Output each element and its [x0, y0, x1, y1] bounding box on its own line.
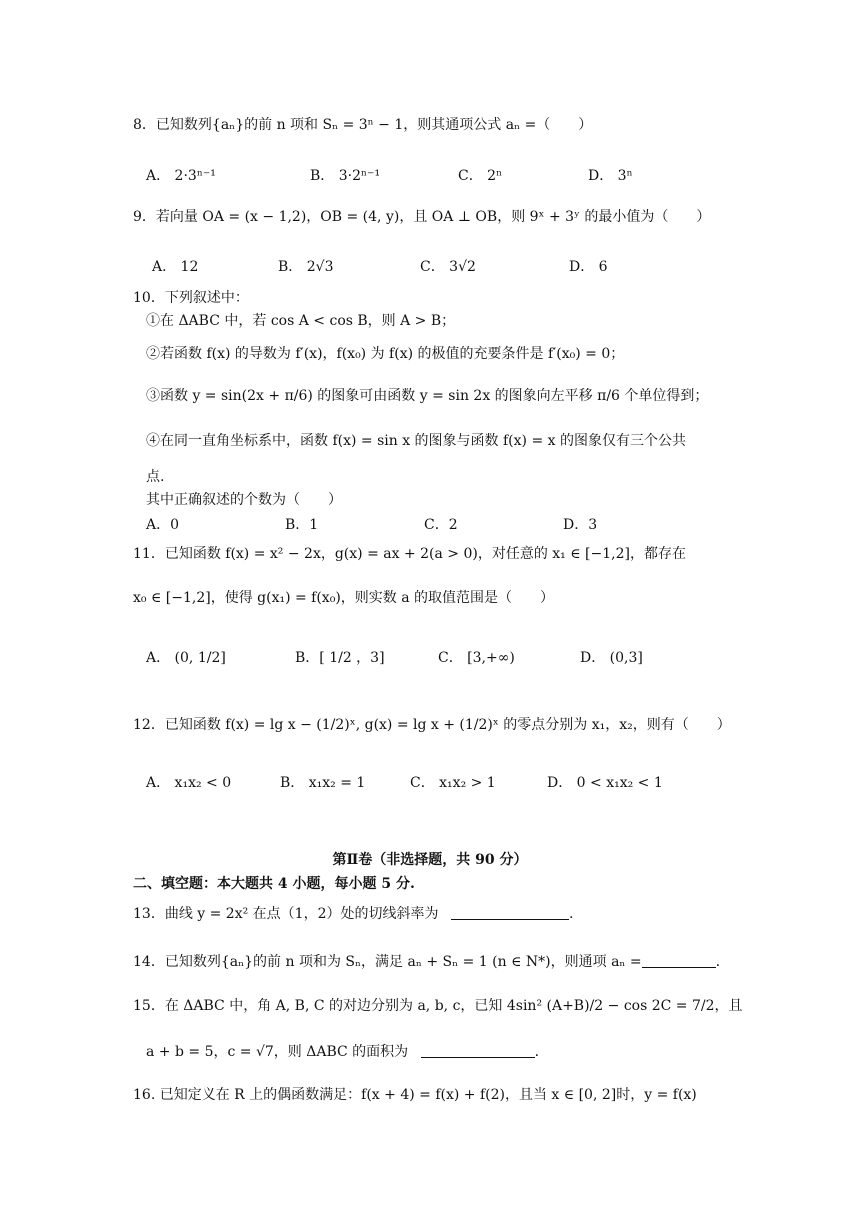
- q12-option-a: A． x₁x₂ < 0: [146, 775, 232, 791]
- q11-option-c: C． [3,+∞): [438, 650, 515, 666]
- question-10-stem: 10．下列叙述中：: [133, 290, 249, 306]
- q10-statement-4-cont: 点.: [146, 469, 165, 485]
- question-9-stem: 9．若向量 OA = (x − 1,2)，OB = (4, y)，且 OA ⊥ OB，则 9ˣ + 3ʸ 的最小值为（ ）: [133, 209, 711, 225]
- q8-option-b: B． 3·2ⁿ⁻¹: [310, 168, 381, 184]
- q15-answer-blank[interactable]: [421, 1043, 535, 1058]
- q9-option-d: D． 6: [569, 259, 608, 275]
- q13-answer-blank[interactable]: [451, 905, 569, 920]
- question-8-stem: 8．已知数列{aₙ}的前 n 项和 Sₙ = 3ⁿ − 1，则其通项公式 aₙ =（ ）: [133, 117, 593, 133]
- question-14: [133, 953, 720, 971]
- section-2-heading: 二、填空题：本大题共 4 小题，每小题 5 分.: [133, 876, 415, 892]
- q15-text: a + b = 5，c = √7，则 ΔABC 的面积为: [146, 1044, 409, 1060]
- q10-statement-1: ①在 ΔABC 中，若 cos A < cos B，则 A > B；: [146, 313, 456, 329]
- q11-option-b: B．[ 1/2 ，3]: [295, 650, 385, 666]
- q11-option-a: A． (0, 1/2]: [146, 650, 226, 666]
- question-11-line-1: 11．已知函数 f(x) = x² − 2x，g(x) = ax + 2(a > 0)，对任意的 x₁ ∈ [−1,2]，都存在: [133, 546, 686, 562]
- part-2-title: 第Ⅱ卷（非选择题，共 90 分）: [332, 852, 528, 868]
- question-11-line-2: x₀ ∈ [−1,2]，使得 g(x₁) = f(x₀)，则实数 a 的取值范围是（ ）: [133, 590, 555, 606]
- q9-option-a: A． 12: [152, 259, 199, 275]
- q9-option-b: B． 2√3: [278, 259, 334, 275]
- q10-option-b: B．1: [285, 517, 319, 533]
- q14-answer-blank[interactable]: [642, 953, 716, 968]
- q10-option-c: C．2: [424, 517, 458, 533]
- q10-option-d: D．3: [563, 517, 598, 533]
- q10-statement-3: ③函数 y = sin(2x + π/6) 的图象可由函数 y = sin 2x 的图象向左平移 π/6 个单位得到；: [146, 388, 709, 404]
- q12-option-c: C． x₁x₂ > 1: [410, 775, 496, 791]
- q14-period: .: [715, 954, 721, 970]
- q10-question: 其中正确叙述的个数为（ ）: [146, 492, 342, 508]
- q11-option-d: D． (0,3]: [580, 650, 643, 666]
- question-15-line-2: [146, 1043, 539, 1061]
- q14-text: 14．已知数列{aₙ}的前 n 项和为 Sₙ，满足 aₙ + Sₙ = 1 (n ∈ N*)，则通项 aₙ =: [133, 954, 642, 970]
- q10-statement-4: ④在同一直角坐标系中，函数 f(x) = sin x 的图象与函数 f(x) = x 的图象仅有三个公共: [146, 433, 686, 449]
- q13-period: .: [568, 906, 574, 922]
- q8-option-a: A． 2·3ⁿ⁻¹: [146, 168, 216, 184]
- q12-option-b: B． x₁x₂ = 1: [280, 775, 366, 791]
- question-12-stem: 12．已知函数 f(x) = lg x − (1/2)ˣ, g(x) = lg x + (1/2)ˣ 的零点分别为 x₁，x₂，则有（ ）: [133, 717, 731, 733]
- question-15-line-1: 15．在 ΔABC 中，角 A, B, C 的对边分别为 a, b, c，已知 4sin² (A+B)/2 − cos 2C = 7/2，且: [133, 998, 743, 1014]
- question-16: 16. 已知定义在 R 上的偶函数满足：f(x + 4) = f(x) + f(2)，且当 x ∈ [0, 2]时，y = f(x): [133, 1087, 697, 1103]
- q8-option-c: C． 2ⁿ: [458, 168, 503, 184]
- q9-option-c: C． 3√2: [420, 259, 476, 275]
- question-13: [133, 905, 573, 923]
- q12-option-d: D． 0 < x₁x₂ < 1: [547, 775, 663, 791]
- q10-option-a: A．0: [146, 517, 180, 533]
- q10-statement-2: ②若函数 f(x) 的导数为 f′(x)，f(x₀) 为 f(x) 的极值的充要条件是 f′(x₀) = 0；: [146, 346, 625, 362]
- q8-option-d: D． 3ⁿ: [588, 168, 633, 184]
- q13-text: 13．曲线 y = 2x² 在点（1，2）处的切线斜率为: [133, 906, 439, 922]
- q15-period: .: [534, 1044, 540, 1060]
